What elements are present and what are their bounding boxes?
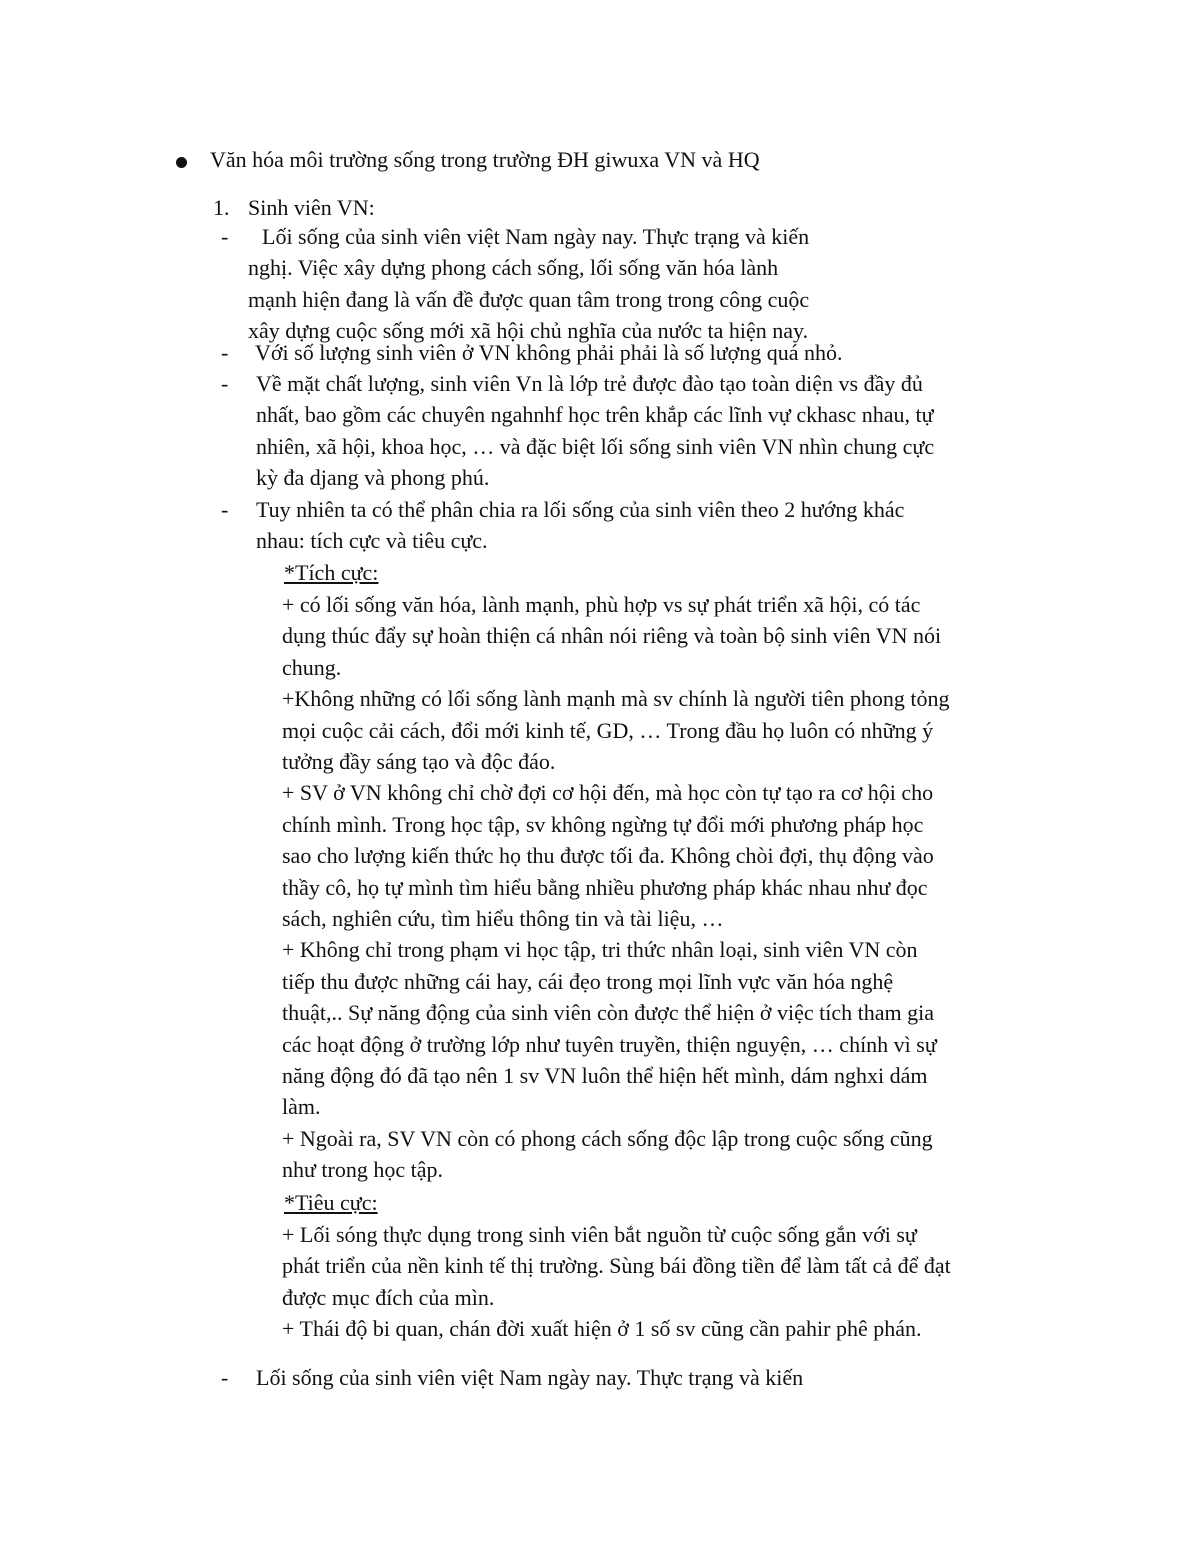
negative-line: + Lối sóng thực dụng trong sinh viên bắt nguồn từ cuộc sống gắn với sự: [282, 1222, 917, 1247]
positive-line: + có lối sống văn hóa, lành mạnh, phù hợp vs sự phát triển xã hội, có tác: [282, 592, 921, 617]
negative-line: được mục đích của mìn.: [282, 1284, 495, 1310]
dash3-line: kỳ đa djang và phong phú.: [256, 465, 490, 491]
dash3-line: Về mặt chất lượng, sinh viên Vn là lớp trẻ được đào tạo toàn diện vs đầy đủ: [256, 371, 923, 396]
dash1-line: nghị. Việc xây dựng phong cách sống, lối sống văn hóa lành: [248, 255, 779, 281]
positive-line: tưởng đầy sáng tạo và độc đáo.: [282, 749, 556, 774]
positive-line: thầy cô, họ tự mình tìm hiểu bằng nhiều phương pháp khác nhau như đọc: [282, 874, 928, 900]
dash3-line: nhất, bao gồm các chuyên ngahnhf học trên khắp các lĩnh vự ckhasc nhau, tự: [256, 402, 934, 428]
positive-line: thuật,.. Sự năng động của sinh viên còn được thể hiện ở việc tích tham gia: [282, 1000, 934, 1026]
positive-line: làm.: [282, 1094, 321, 1120]
dash1-line: mạnh hiện đang là vấn đề được quan tâm trong trong công cuộc: [248, 286, 810, 312]
heading-text: Văn hóa môi trường sống trong trường ĐH giwuxa VN và HQ: [210, 147, 760, 172]
positive-line: +Không những có lối sống lành mạnh mà sv chính là người tiên phong tỏng: [282, 686, 950, 712]
positive-line: như trong học tập.: [282, 1157, 444, 1183]
positive-line: + SV ở VN không chỉ chờ đợi cơ hội đến, mà học còn tự tạo ra cơ hội cho: [282, 780, 934, 806]
dash3-marker: -: [221, 371, 229, 396]
dash1-line: xây dựng cuộc sống mới xã hội chủ nghĩa của nước ta hiện nay.: [248, 318, 809, 344]
dash2-line: Với số lượng sinh viên ở VN không phải phải là số lượng quá nhỏ.: [255, 340, 843, 365]
dash2-marker: -: [221, 340, 229, 365]
positive-line: sách, nghiên cứu, tìm hiểu thông tin và tài liệu, …: [282, 906, 724, 931]
positive-line: + Ngoài ra, SV VN còn có phong cách sống độc lập trong cuộc sống cũng: [282, 1125, 933, 1151]
positive-line: chung.: [282, 654, 342, 680]
negative-line: + Thái độ bi quan, chán đời xuất hiện ở 1 số sv cũng cần pahir phê phán.: [282, 1316, 922, 1342]
negative-heading: *Tiêu cực:: [284, 1190, 378, 1215]
dash5-line: Lối sống của sinh viên việt Nam ngày nay. Thực trạng và kiến: [256, 1365, 804, 1390]
negative-line: phát triển của nền kinh tế thị trường. Sùng bái đồng tiền để làm tất cả để đạt: [282, 1253, 951, 1279]
positive-line: + Không chỉ trong phạm vi học tập, tri thức nhân loại, sinh viên VN còn: [282, 937, 918, 963]
bullet-dot-icon: [176, 157, 187, 168]
dash4-marker: -: [221, 497, 229, 522]
dash1-line: Lối sống của sinh viên việt Nam ngày nay. Thực trạng và kiến: [262, 224, 810, 249]
positive-line: năng động đó đã tạo nên 1 sv VN luôn thể hiện hết mình, dám nghxi dám: [282, 1063, 928, 1088]
positive-line: mọi cuộc cải cách, đổi mới kinh tế, GD, … Trong đầu họ luôn có những ý: [282, 717, 934, 743]
dash1-marker: -: [221, 224, 229, 249]
positive-heading: *Tích cực:: [284, 560, 379, 585]
positive-line: dụng thúc đẩy sự hoàn thiện cá nhân nói riêng và toàn bộ sinh viên VN nói: [282, 623, 942, 649]
dash5-marker: -: [221, 1365, 229, 1390]
section-number: 1.: [213, 195, 230, 220]
dash4-line: nhau: tích cực và tiêu cực.: [256, 528, 488, 554]
dash3-line: nhiên, xã hội, khoa học, … và đặc biệt lối sống sinh viên VN nhìn chung cực: [256, 433, 935, 459]
positive-line: chính mình. Trong học tập, sv không ngừng tự đổi mới phương pháp học: [282, 811, 924, 837]
dash4-line: Tuy nhiên ta có thể phân chia ra lối sống của sinh viên theo 2 hướng khác: [256, 497, 905, 522]
positive-line: tiếp thu được những cái hay, cái đẹo trong mọi lĩnh vực văn hóa nghệ: [282, 968, 894, 994]
positive-line: các hoạt động ở trường lớp như tuyên truyền, thiện nguyện, … chính vì sự: [282, 1031, 937, 1057]
section-title: Sinh viên VN:: [248, 195, 375, 220]
positive-line: sao cho lượng kiến thức họ thu được tối đa. Không chòi đợi, thụ động vào: [282, 843, 934, 869]
